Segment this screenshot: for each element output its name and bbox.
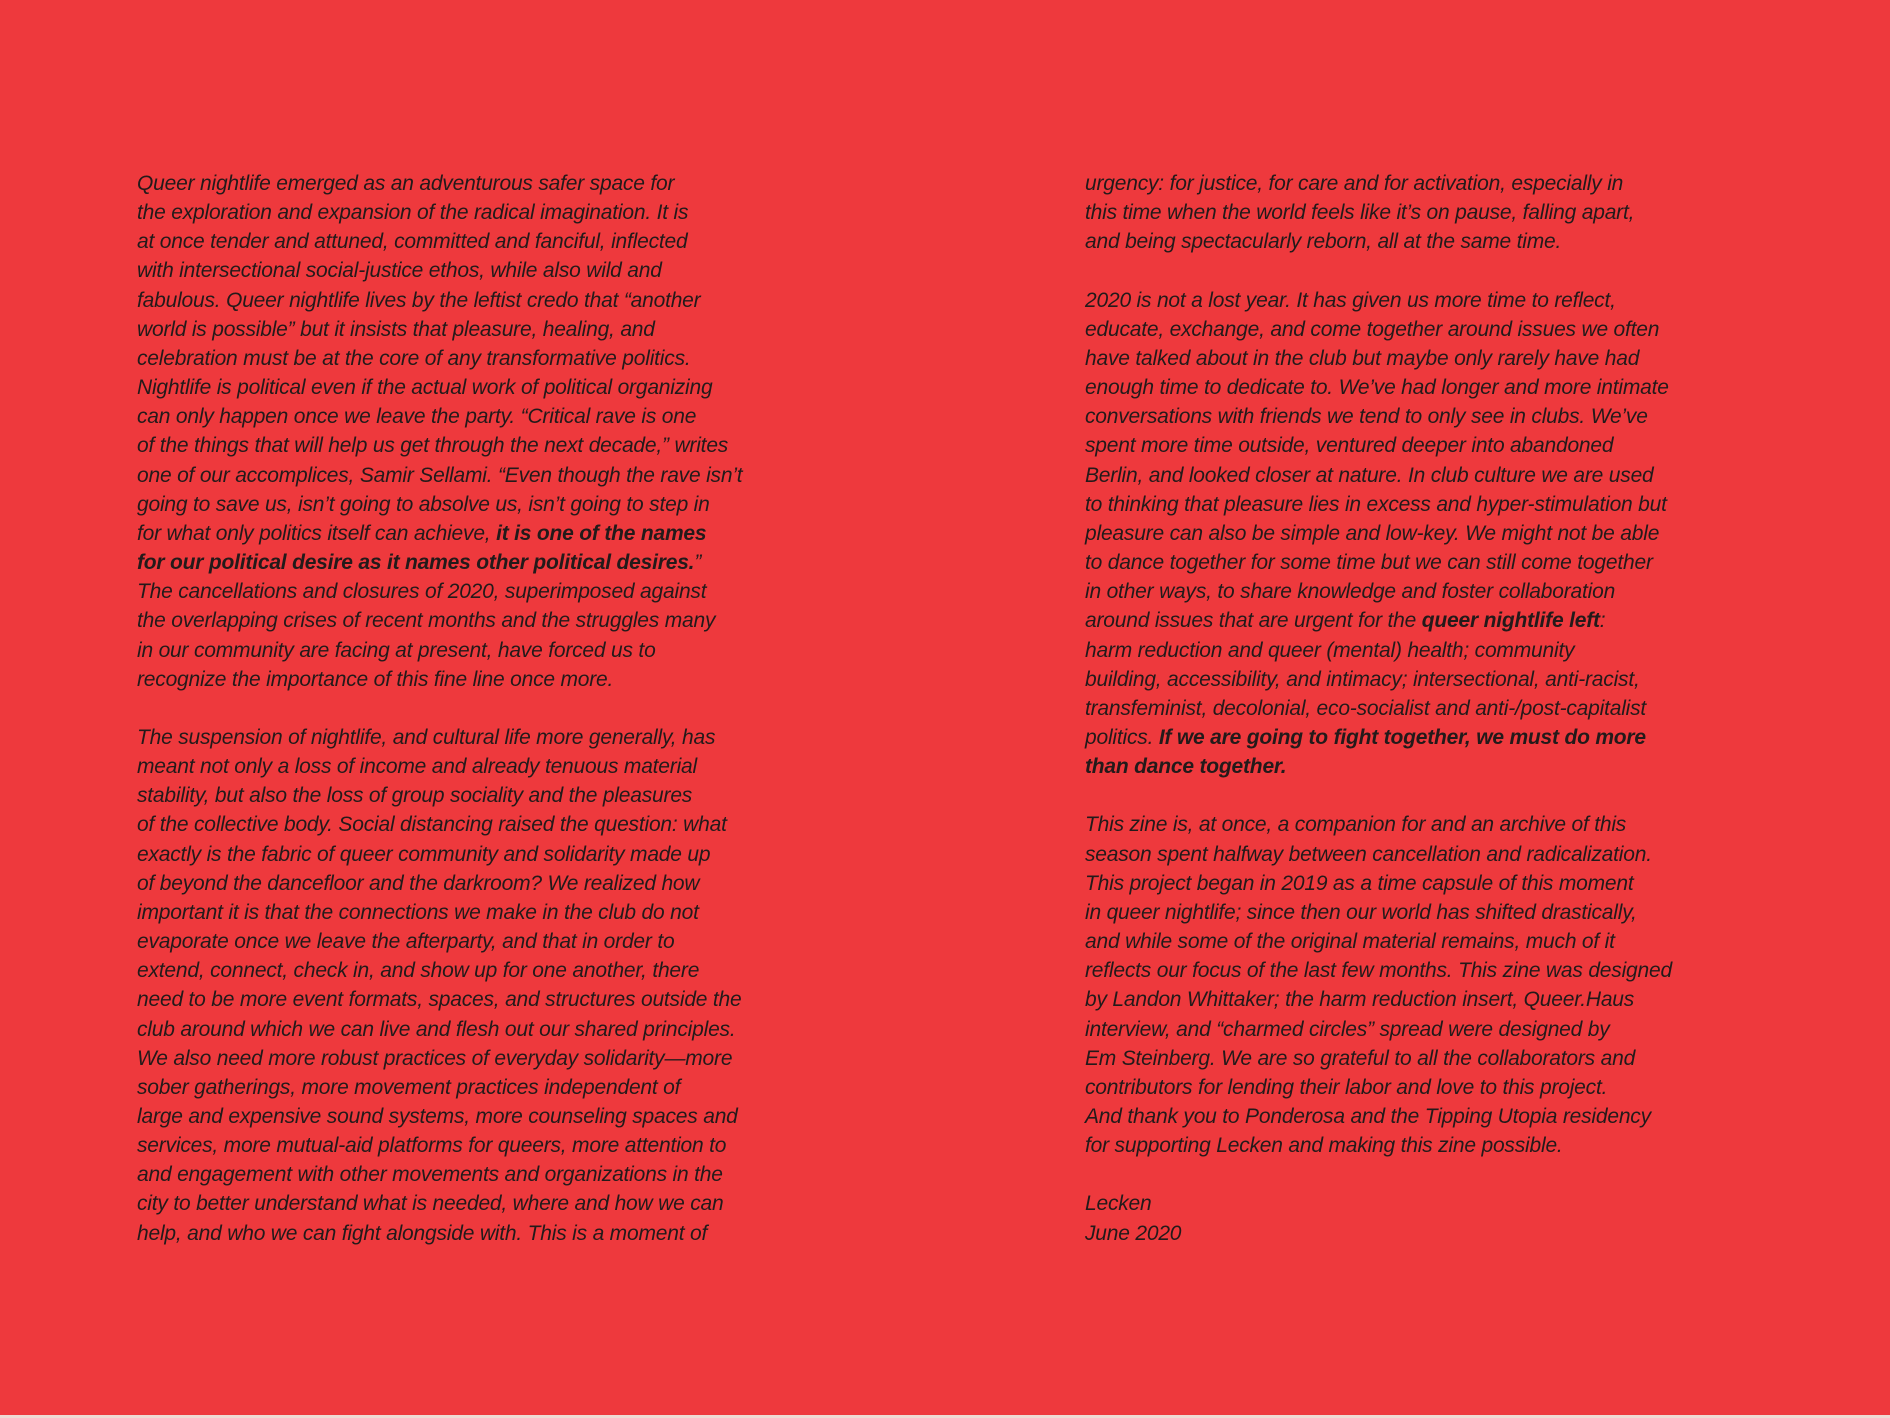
text-line [137,169,742,198]
text-line [1085,694,1672,723]
text-line [137,723,742,752]
text-line [137,577,742,606]
body-text: reflects our focus of the last few months. This zine was designed [1085,959,1672,983]
body-text: ” [694,551,702,575]
body-text: extend, connect, check in, and show up for one another, there [137,959,700,983]
body-text: Em Steinberg. We are so grateful to all the collaborators and [1085,1046,1636,1070]
right-text-column [1085,169,1672,1248]
body-text: building, accessibility, and intimacy; intersectional, anti-racist, [1085,667,1640,691]
text-line [137,927,742,956]
text-line [137,781,742,810]
body-text: this time when the world feels like it’s on pause, falling apart, [1085,201,1635,225]
text-line [1085,1131,1672,1160]
text-line [1085,344,1672,373]
body-text: can only happen once we leave the party. “Critical rave is one [137,405,697,429]
body-text: This zine is, at once, a companion for and an archive of this [1085,813,1627,837]
body-text: in other ways, to share knowledge and foster collaboration [1085,580,1616,604]
text-line [137,1160,742,1189]
body-text: And thank you to Ponderosa and the Tipping Utopia residency [1085,1105,1651,1128]
text-line [137,227,742,256]
body-text: and engagement with other movements and organizations in the [137,1163,723,1187]
text-line [137,869,742,898]
body-text: club around which we can live and flesh out our shared principles. [137,1017,736,1041]
text-line [1085,402,1672,431]
body-text: need to be more event formats, spaces, and structures outside the [137,988,742,1012]
body-text: for what only politics itself can achieve, [137,521,497,545]
text-line [137,636,742,665]
body-text: help, and who we can fight alongside with. This is a moment of [137,1221,708,1245]
text-line [137,315,742,344]
text-line [1085,1044,1672,1073]
text-line [1085,490,1672,519]
body-text: Nightlife is political even if the actual work of political organizing [137,376,713,400]
text-line [137,402,742,431]
text-line [1085,519,1672,548]
text-line [1085,985,1672,1014]
text-line [137,606,742,635]
body-text: of beyond the dancefloor and the darkroom? We realized how [137,871,700,895]
text-line [137,256,742,285]
bold-emphasis-text: than dance together. [1085,755,1287,779]
body-text: enough time to dedicate to. We’ve had longer and more intimate [1085,376,1669,400]
text-line [137,1044,742,1073]
text-line [1085,1073,1672,1102]
text-line [137,665,742,694]
body-text: Lecken [1085,1192,1152,1216]
body-text: large and expensive sound systems, more counseling spaces and [137,1105,738,1128]
text-line [1085,752,1672,781]
body-text: We also need more robust practices of everyday solidarity—more [137,1046,733,1070]
text-line [1085,606,1672,635]
body-text: of the collective body. Social distancing raised the question: what [137,813,727,837]
body-text: around issues that are urgent for the [1085,609,1422,633]
body-text: services, more mutual-aid platforms for queers, more attention to [137,1134,727,1158]
body-text: have talked about in the club but maybe only rarely have had [1085,346,1640,370]
body-text: for supporting Lecken and making this zine possible. [1085,1134,1563,1158]
body-text: recognize the importance of this fine line once more. [137,667,614,691]
paragraph [1085,810,1672,1160]
body-text: 2020 is not a lost year. It has given us more time to reflect, [1085,288,1616,312]
text-line [137,431,742,460]
body-text: Queer nightlife emerged as an adventurous safer space for [137,172,675,195]
body-text: : [1599,609,1606,633]
body-text: and while some of the original material remains, much of it [1085,930,1615,954]
text-line [1085,665,1672,694]
body-text: transfeminist, decolonial, eco-socialist and anti-/post-capitalist [1085,696,1647,720]
text-line [1085,869,1672,898]
body-text: to dance together for some time but we can still come together [1085,551,1653,575]
body-text: The cancellations and closures of 2020, superimposed against [137,580,707,604]
text-line [137,461,742,490]
body-text: conversations with friends we tend to only see in clubs. We’ve [1085,405,1648,429]
body-text: to thinking that pleasure lies in excess and hyper-stimulation but [1085,492,1667,516]
body-text: meant not only a loss of income and already tenuous material [137,755,697,779]
body-text: stability, but also the loss of group sociality and the pleasures [137,784,693,808]
text-line [137,519,742,548]
text-line [137,956,742,985]
paragraph [1085,286,1672,782]
text-line [1085,198,1672,227]
body-text: in our community are facing at present, have forced us to [137,638,656,662]
paragraph [137,169,742,694]
body-text: world is possible” but it insists that pleasure, healing, and [137,317,655,341]
text-line [137,373,742,402]
body-text: in queer nightlife; since then our world has shifted drastically, [1085,900,1637,924]
text-line [1085,286,1672,315]
body-text: educate, exchange, and come together around issues we often [1085,317,1660,341]
text-line [137,1015,742,1044]
body-text: politics. [1085,725,1159,749]
text-line [1085,927,1672,956]
body-text: spent more time outside, ventured deeper into abandoned [1085,434,1614,458]
text-line [1085,840,1672,869]
text-line [137,548,742,577]
left-text-column [137,169,742,1248]
body-text: the overlapping crises of recent months and the struggles many [137,609,716,633]
text-line [1085,461,1672,490]
body-text: of the things that will help us get through the next decade,” writes [137,434,729,458]
body-text: harm reduction and queer (mental) health; community [1085,638,1575,662]
text-line [137,810,742,839]
body-text: evaporate once we leave the afterparty, and that in order to [137,930,675,954]
body-text: the exploration and expansion of the radical imagination. It is [137,201,689,225]
body-text: exactly is the fabric of queer community and solidarity made up [137,842,711,866]
bold-emphasis-text: queer nightlife left [1421,609,1600,633]
text-line [137,1131,742,1160]
text-line [137,490,742,519]
text-line [1085,431,1672,460]
text-line [1085,956,1672,985]
body-text: fabulous. Queer nightlife lives by the leftist credo that “another [137,288,701,312]
body-text: pleasure can also be simple and low-key. We might not be able [1085,521,1660,545]
bold-emphasis-text: for our political desire as it names other political desires. [137,551,695,575]
body-text: important it is that the connections we make in the club do not [137,900,699,924]
paragraph [137,723,742,1248]
text-line [1085,1102,1672,1131]
paragraph [1085,1189,1672,1247]
text-line [137,752,742,781]
body-text: season spent halfway between cancellation and radicalization. [1085,842,1652,866]
paragraph [1085,169,1672,256]
text-line [137,898,742,927]
body-text: going to save us, isn’t going to absolve us, isn’t going to step in [137,492,710,516]
bold-emphasis-text: it is one of the names [496,521,707,545]
text-line [137,840,742,869]
text-line [1085,169,1672,198]
text-line [1085,1219,1672,1248]
text-line [137,286,742,315]
body-text: and being spectacularly reborn, all at the same time. [1085,230,1562,254]
text-line [137,198,742,227]
text-line [1085,1015,1672,1044]
text-line [137,1073,742,1102]
body-text: Berlin, and looked closer at nature. In club culture we are used [1085,463,1654,487]
text-line [1085,577,1672,606]
body-text: sober gatherings, more movement practices independent of [137,1075,681,1099]
text-line [137,1189,742,1218]
body-text: interview, and “charmed circles” spread were designed by [1085,1017,1610,1041]
text-line [1085,810,1672,839]
text-line [137,344,742,373]
text-line [137,985,742,1014]
text-line [137,1102,742,1131]
body-text: at once tender and attuned, committed and fanciful, inflected [137,230,688,254]
text-line [137,1219,742,1248]
body-text: The suspension of nightlife, and cultural life more generally, has [137,725,716,749]
text-line [1085,898,1672,927]
body-text: with intersectional social-justice ethos, while also wild and [137,259,662,283]
body-text: city to better understand what is needed, where and how we can [137,1192,724,1216]
bold-emphasis-text: If we are going to fight together, we must do more [1158,725,1646,749]
body-text: urgency: for justice, for care and for activation, especially in [1085,172,1624,195]
text-line [1085,315,1672,344]
body-text: one of our accomplices, Samir Sellami. “Even though the rave isn’t [137,463,743,487]
text-line [1085,1189,1672,1218]
body-text: contributors for lending their labor and love to this project. [1085,1075,1608,1099]
text-line [1085,636,1672,665]
body-text: by Landon Whittaker; the harm reduction insert, Queer.Haus [1085,988,1635,1012]
body-text: celebration must be at the core of any transformative politics. [137,346,691,370]
text-line [1085,227,1672,256]
body-text: June 2020 [1085,1221,1182,1245]
text-line [1085,373,1672,402]
text-line [1085,723,1672,752]
text-line [1085,548,1672,577]
body-text: This project began in 2019 as a time capsule of this moment [1085,871,1634,895]
